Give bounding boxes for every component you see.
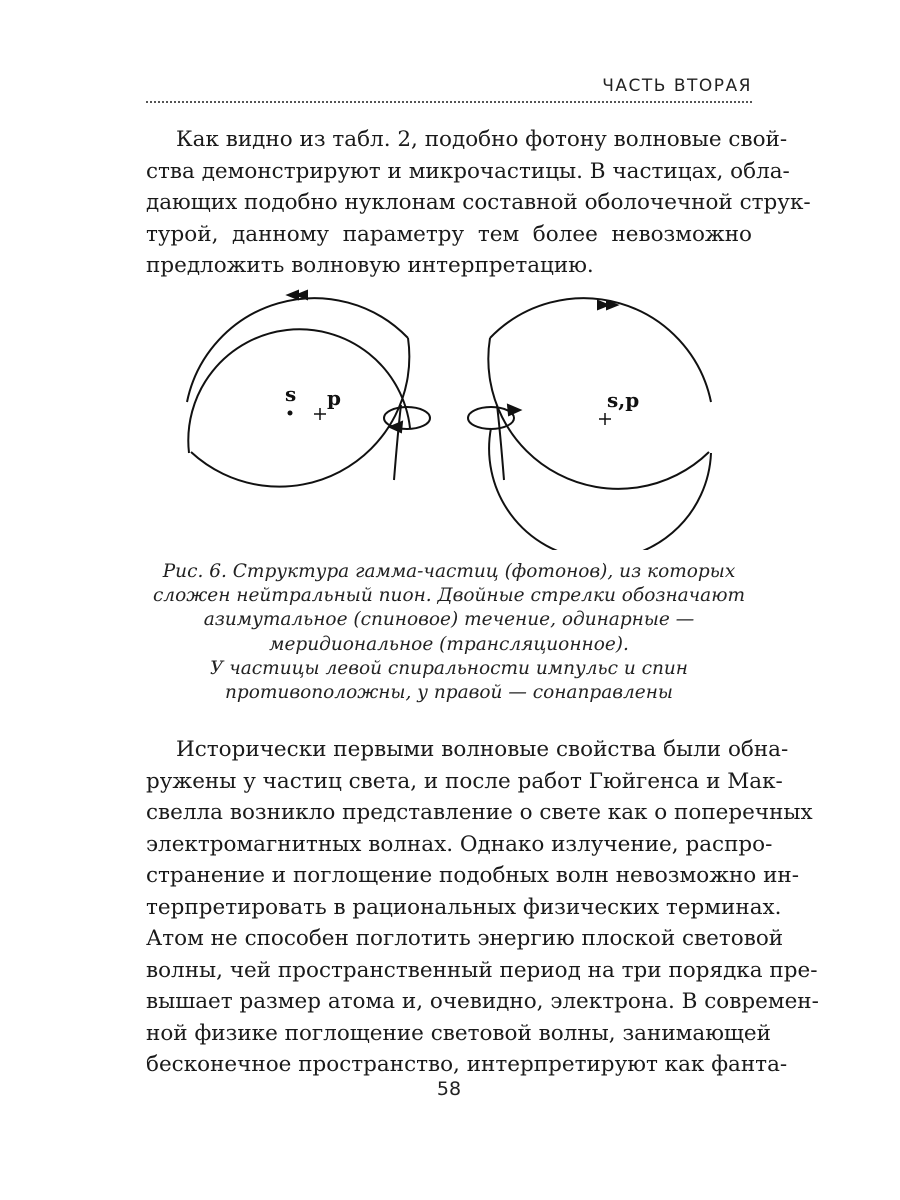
paragraph-line: турой, данному параметру тем более невозможно <box>146 221 752 247</box>
paragraph-line: ружены у частиц света, и после работ Гюйгенса и Мак- <box>146 768 783 794</box>
running-head: ЧАСТЬ ВТОРАЯ <box>602 76 752 96</box>
right-outer-arc-lower <box>488 338 709 489</box>
paragraph-line: Исторически первыми волновые свойства были обна- <box>176 737 789 762</box>
caption-line: противоположны, у правой — сонаправлены <box>224 682 673 704</box>
paragraph-2 <box>146 734 819 1081</box>
caption-line: Рис. 6. Структура гамма-частиц (фотонов), из которых <box>162 561 736 582</box>
page-number: 58 <box>436 1078 462 1100</box>
left-label-s: s <box>285 382 297 406</box>
paragraph-line: волны, чей пространственный период на три порядка пре- <box>146 957 818 983</box>
paragraph-line: странение и поглощение подобных волн невозможно ин- <box>146 863 799 888</box>
figure-caption <box>146 560 752 705</box>
caption-line: сложен нейтральный пион. Двойные стрелки обозначают <box>152 585 746 607</box>
caption-line: У частицы левой спиральности импульс и спин <box>210 657 688 679</box>
paragraph-line: дающих подобно нуклонам составной оболочечной струк- <box>146 190 811 215</box>
left-s-dot <box>288 411 293 416</box>
right-meridional-arc <box>497 405 504 480</box>
right-single-arrow-icon <box>508 405 520 415</box>
paragraph-line: ства демонстрируют и микрочастицы. В частицах, обла- <box>146 158 790 184</box>
paragraph-line: бесконечное пространство, интерпретируют как фанта- <box>146 1052 788 1077</box>
paragraph-line: терпретировать в рациональных физических терминах. <box>146 894 782 920</box>
left-label-p: p <box>327 386 341 410</box>
right-spin-loop <box>468 407 514 429</box>
paragraph-line: Атом не способен поглотить энергию плоской световой <box>146 926 784 951</box>
paragraph-line: ной физике поглощение световой волны, занимающей <box>146 1020 771 1046</box>
left-inner-circle <box>188 329 410 453</box>
paragraph-line: вышает размер атома и, очевидно, электрона. В современ- <box>146 989 819 1014</box>
right-label-sp: s,p <box>607 388 640 412</box>
left-photon-diagram <box>187 291 430 487</box>
paragraph-line: электромагнитных волнах. Однако излучение, распро- <box>146 831 773 857</box>
paragraph-line: Как видно из табл. 2, подобно фотону волновые свой- <box>176 127 788 152</box>
paragraph-line: предложить волновую интерпретацию. <box>146 253 594 278</box>
caption-line: меридиональное (трансляционное). <box>269 633 629 655</box>
caption-line: азимутальное (спиновое) течение, одинарные — <box>203 609 695 631</box>
left-outer-arc <box>187 298 408 402</box>
paragraph-1 <box>146 124 811 282</box>
paragraph-line: свелла возникло представление о свете как о поперечных <box>146 800 813 825</box>
right-photon-diagram <box>468 298 711 550</box>
right-outer-arc <box>490 298 711 402</box>
header-divider <box>146 101 752 103</box>
photon-structure-figure <box>146 280 752 550</box>
